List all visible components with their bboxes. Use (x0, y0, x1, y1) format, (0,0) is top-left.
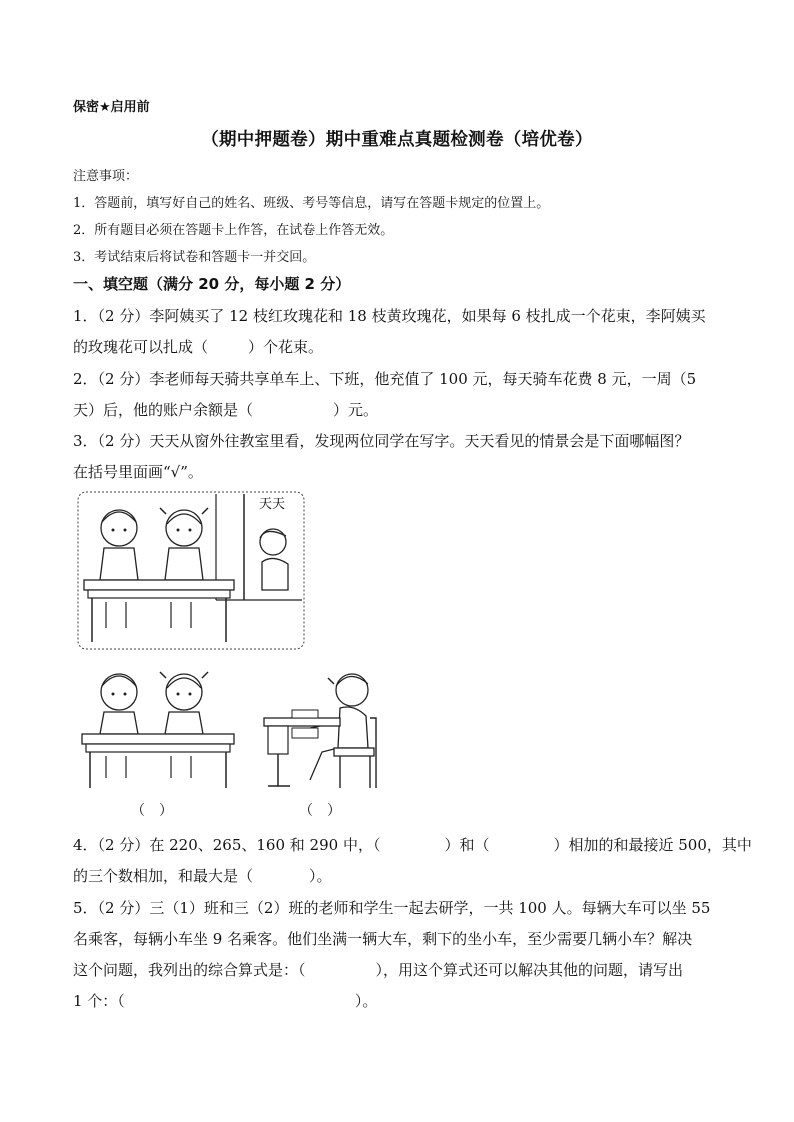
question-4-line: 的三个数相加，和最大是（ ）。 (73, 867, 332, 885)
question-4-line: 4．（2 分）在 220、265、160 和 290 中，（ ）和（ ）相加的和最接近 500，其中 (73, 836, 752, 854)
question-5-line: 1 个：（ ）。 (73, 992, 378, 1010)
question-2-line: 2．（2 分）李老师每天骑共享单车上、下班，他充值了 100 元，每天骑车花费 8 元，一周（5 (73, 370, 697, 388)
page-title: （期中押题卷）期中重难点真题检测卷（培优卷） (201, 130, 593, 150)
question-2-line: 天）后，他的账户余额是（ ）元。 (73, 401, 379, 419)
option-b-answer[interactable]: （ ） (299, 803, 341, 819)
section-title: 一、填空题（满分 20 分，每小题 2 分） (73, 275, 351, 293)
note-item: 1．答题前，填写好自己的姓名、班级、考号等信息，请写在答题卡规定的位置上。 (73, 196, 550, 211)
option-a-figure (76, 662, 241, 790)
option-b-figure (262, 668, 392, 793)
confidential-mark: 保密★启用前 (73, 100, 150, 115)
classroom-window-figure (76, 490, 306, 652)
question-3-line: 在括号里面画“√”。 (73, 463, 203, 481)
question-1-line: 1．（2 分）李阿姨买了 12 枝红玫瑰花和 18 枝黄玫瑰花，如果每 6 枝扎成一个花束，李阿姨买 (73, 307, 706, 325)
note-item: 2．所有题目必须在答题卡上作答，在试卷上作答无效。 (73, 223, 394, 238)
question-5-line: 5．（2 分）三（1）班和三（2）班的老师和学生一起去研学，一共 100 人。每辆大车可以坐 55 (73, 899, 711, 917)
question-5-line: 这个问题，我列出的综合算式是：（ ），用这个算式还可以解决其他的问题，请写出 (73, 961, 684, 979)
question-1-line: 的玫瑰花可以扎成（ ）个花束。 (73, 338, 324, 356)
question-5-line: 名乘客，每辆小车坐 9 名乘客。他们坐满一辆大车，剩下的坐小车，至少需要几辆小车？解决 (73, 930, 693, 948)
question-3-line: 3．（2 分）天天从窗外往教室里看，发现两位同学在写字。天天看见的情景会是下面哪幅图？ (73, 432, 690, 450)
note-item: 3．考试结束后将试卷和答题卡一并交回。 (73, 250, 316, 265)
figure-label: 天天 (259, 497, 286, 512)
option-a-answer[interactable]: （ ） (131, 803, 173, 819)
notes-heading: 注意事项： (73, 169, 139, 184)
